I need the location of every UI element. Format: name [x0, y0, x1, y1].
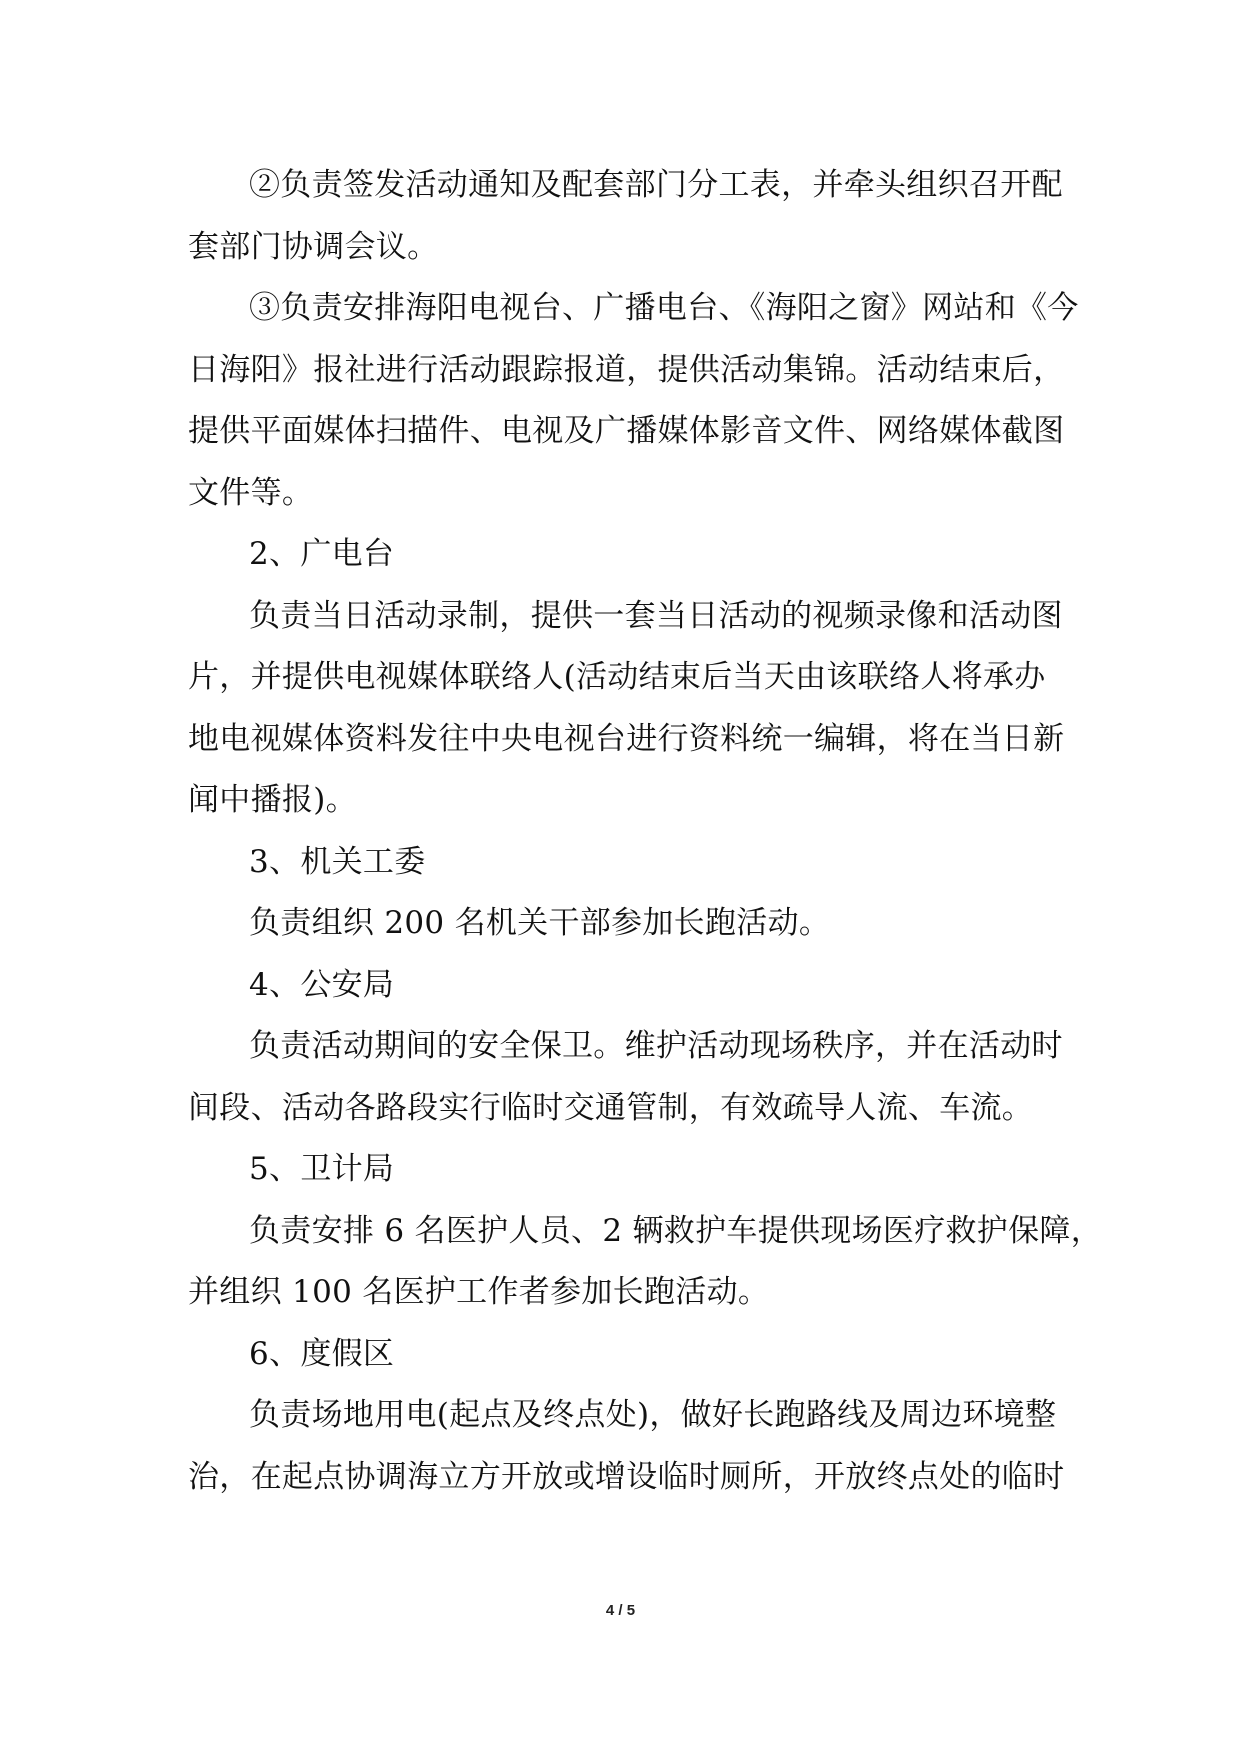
text-line: 套部门协调会议。	[188, 228, 439, 265]
text-line: 负责当日活动录制，提供一套当日活动的视频录像和活动图	[249, 597, 1063, 634]
section-heading-working-committee	[188, 832, 1068, 894]
document-body	[188, 155, 1103, 1508]
text-line: 负责活动期间的安全保卫。维护活动现场秩序，并在活动时	[249, 1028, 1063, 1064]
section-heading-radio-tv	[188, 524, 1068, 586]
page-number: 4 / 5	[605, 1602, 636, 1619]
text-line: 负责组织 200 名机关干部参加长跑活动。	[249, 905, 831, 941]
text-line: 片，并提供电视媒体联络人(活动结束后当天由该联络人将承办	[188, 659, 1046, 695]
text-line: 文件等。	[188, 474, 314, 511]
heading-line: 3、机关工委	[249, 843, 426, 880]
heading-line: 6、度假区	[249, 1335, 395, 1372]
text-line: 负责场地用电(起点及终点处)，做好长跑路线及周边环境整	[249, 1397, 1057, 1433]
text-line: ②负责签发活动通知及配套部门分工表，并牵头组织召开配	[249, 167, 1063, 203]
heading-line: 2、广电台	[249, 536, 395, 572]
paragraph-resort-duty	[188, 1385, 1068, 1508]
text-line: 间段、活动各路段实行临时交通管制，有效疏导人流、车流。	[188, 1089, 1034, 1126]
paragraph-radio-tv-duty	[188, 586, 1068, 832]
text-line: 并组织 100 名医护工作者参加长跑活动。	[188, 1274, 770, 1310]
paragraph-duty-3	[188, 278, 1079, 524]
text-line: 提供平面媒体扫描件、电视及广播媒体影音文件、网络媒体截图	[188, 413, 1065, 449]
section-heading-resort	[188, 1324, 1068, 1386]
text-line: 日海阳》报社进行活动跟踪报道，提供活动集锦。活动结束后，	[188, 351, 1065, 388]
heading-line: 5、卫计局	[249, 1151, 395, 1187]
paragraph-health-duty	[188, 1201, 1103, 1324]
text-line: 治，在起点协调海立方开放或增设临时厕所，开放终点处的临时	[188, 1458, 1065, 1495]
paragraph-police-duty	[188, 1016, 1068, 1139]
section-heading-police	[188, 955, 1068, 1017]
text-line: 负责安排 6 名医护人员、2 辆救护车提供现场医疗救护保障，	[249, 1212, 1103, 1249]
section-heading-health	[188, 1139, 1068, 1201]
paragraph-duty-2	[188, 155, 1068, 278]
text-line: 闻中播报)。	[188, 782, 357, 818]
heading-line: 4、公安局	[249, 966, 395, 1003]
paragraph-working-committee-duty	[188, 893, 1068, 955]
text-line: 地电视媒体资料发往中央电视台进行资料统一编辑，将在当日新	[188, 720, 1065, 757]
text-line: ③负责安排海阳电视台、广播电台、《海阳之窗》网站和《今	[249, 290, 1079, 326]
